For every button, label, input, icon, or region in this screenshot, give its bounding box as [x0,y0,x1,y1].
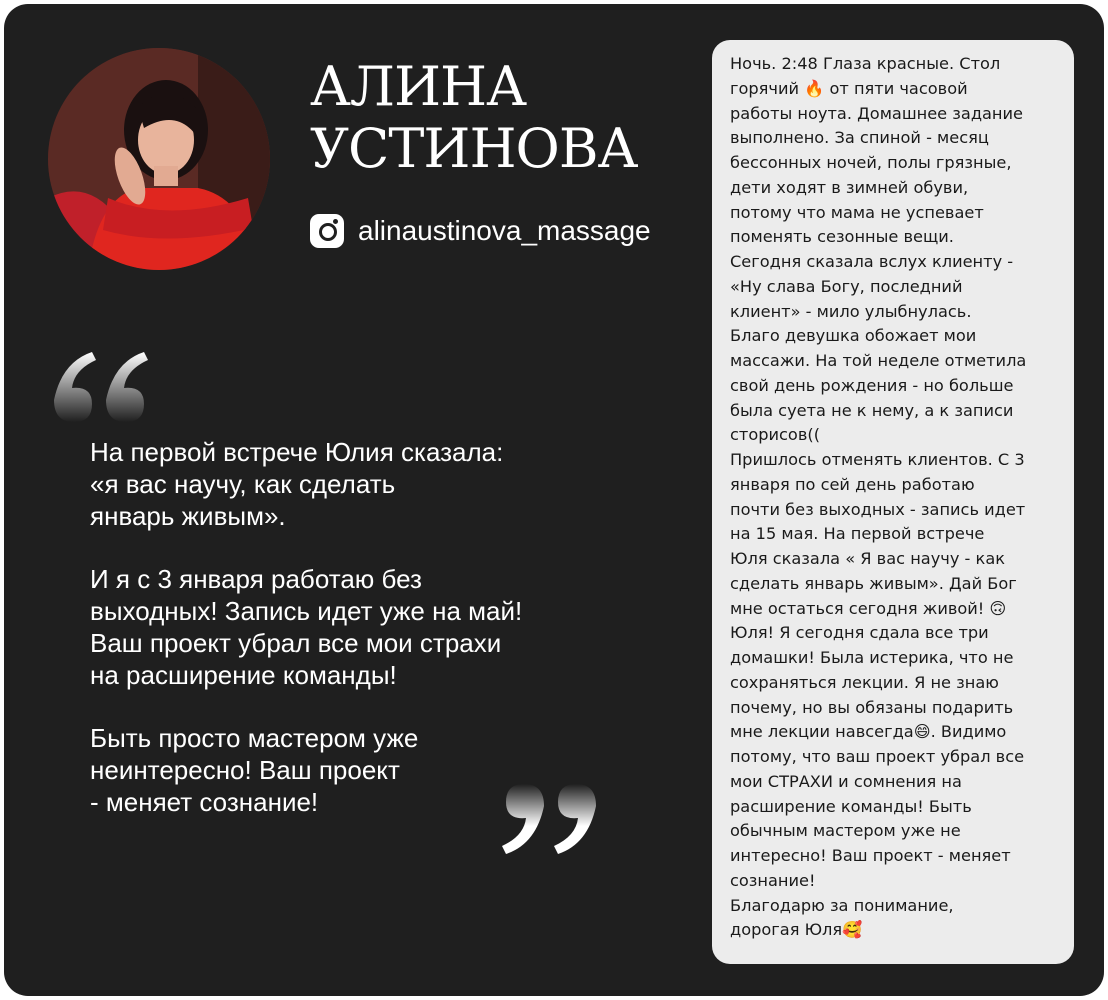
message-screenshot [712,40,1074,964]
review-paragraph-3: Быть просто мастером уже неинтересно! Ваш проект - меняет сознание! [90,723,419,817]
close-quote-icon [496,774,606,884]
message-part-2: Пришлось отменять клиентов. С 3 января по сей день работаю почти без выходных - запись идет на 15 мая. На первой встрече Юля сказала « Я вас научу - как сделать январь живым». Дай Бог мне остаться сегодня живой! 🙃 Юля! Я сегодня сдала все три домашки! Была истерика, что не сохраняться лекции. Я не знаю почему, но вы обязаны подарить мне лекции навсегда😄. Видимо потому, что ваш проект убрал все мои СТРАХИ и сомнения на расширение команды! Быть обычным мастером уже не интересно! Ваш проект - меняет сознание! [730,450,1026,890]
testimonial-card [4,4,1104,996]
instagram-link[interactable] [310,214,651,248]
message-part-1: Ночь. 2:48 Глаза красные. Стол горячий 🔥 от пяти часовой работы ноута. Домашнее задание выполнено. За спиной - месяц бессонных ночей, полы грязные, дети ходят в зимней обуви, потому что мама не успевает поменять сезонные вещи. Сегодня сказала вслух клиенту - «Ну слава Богу, последний клиент» - мило улыбнулась. Благо девушка обожает мои массажи. На той неделе отметила свой день рождения - но больше была суета не к нему, а к записи сторисов(( [730,54,1027,445]
avatar [48,48,270,270]
review-paragraph-2: И я с 3 января работаю без выходных! Запись идет уже на май! Ваш проект убрал все мои страхи на расширение команды! [90,564,523,690]
review-paragraph-1: На первой встрече Юлия сказала: «я вас научу, как сделать январь живым». [90,437,504,531]
instagram-icon [310,214,344,248]
open-quote-icon [44,322,154,432]
instagram-handle: alinaustinova_massage [358,215,651,246]
profile-name [310,56,637,180]
avatar-photo [48,48,270,270]
message-part-3: Благодарю за понимание, дорогая Юля🥰 [730,895,954,940]
name-line-2: УСТИНОВА [310,117,638,180]
name-line-1: АЛИНА [310,55,527,118]
